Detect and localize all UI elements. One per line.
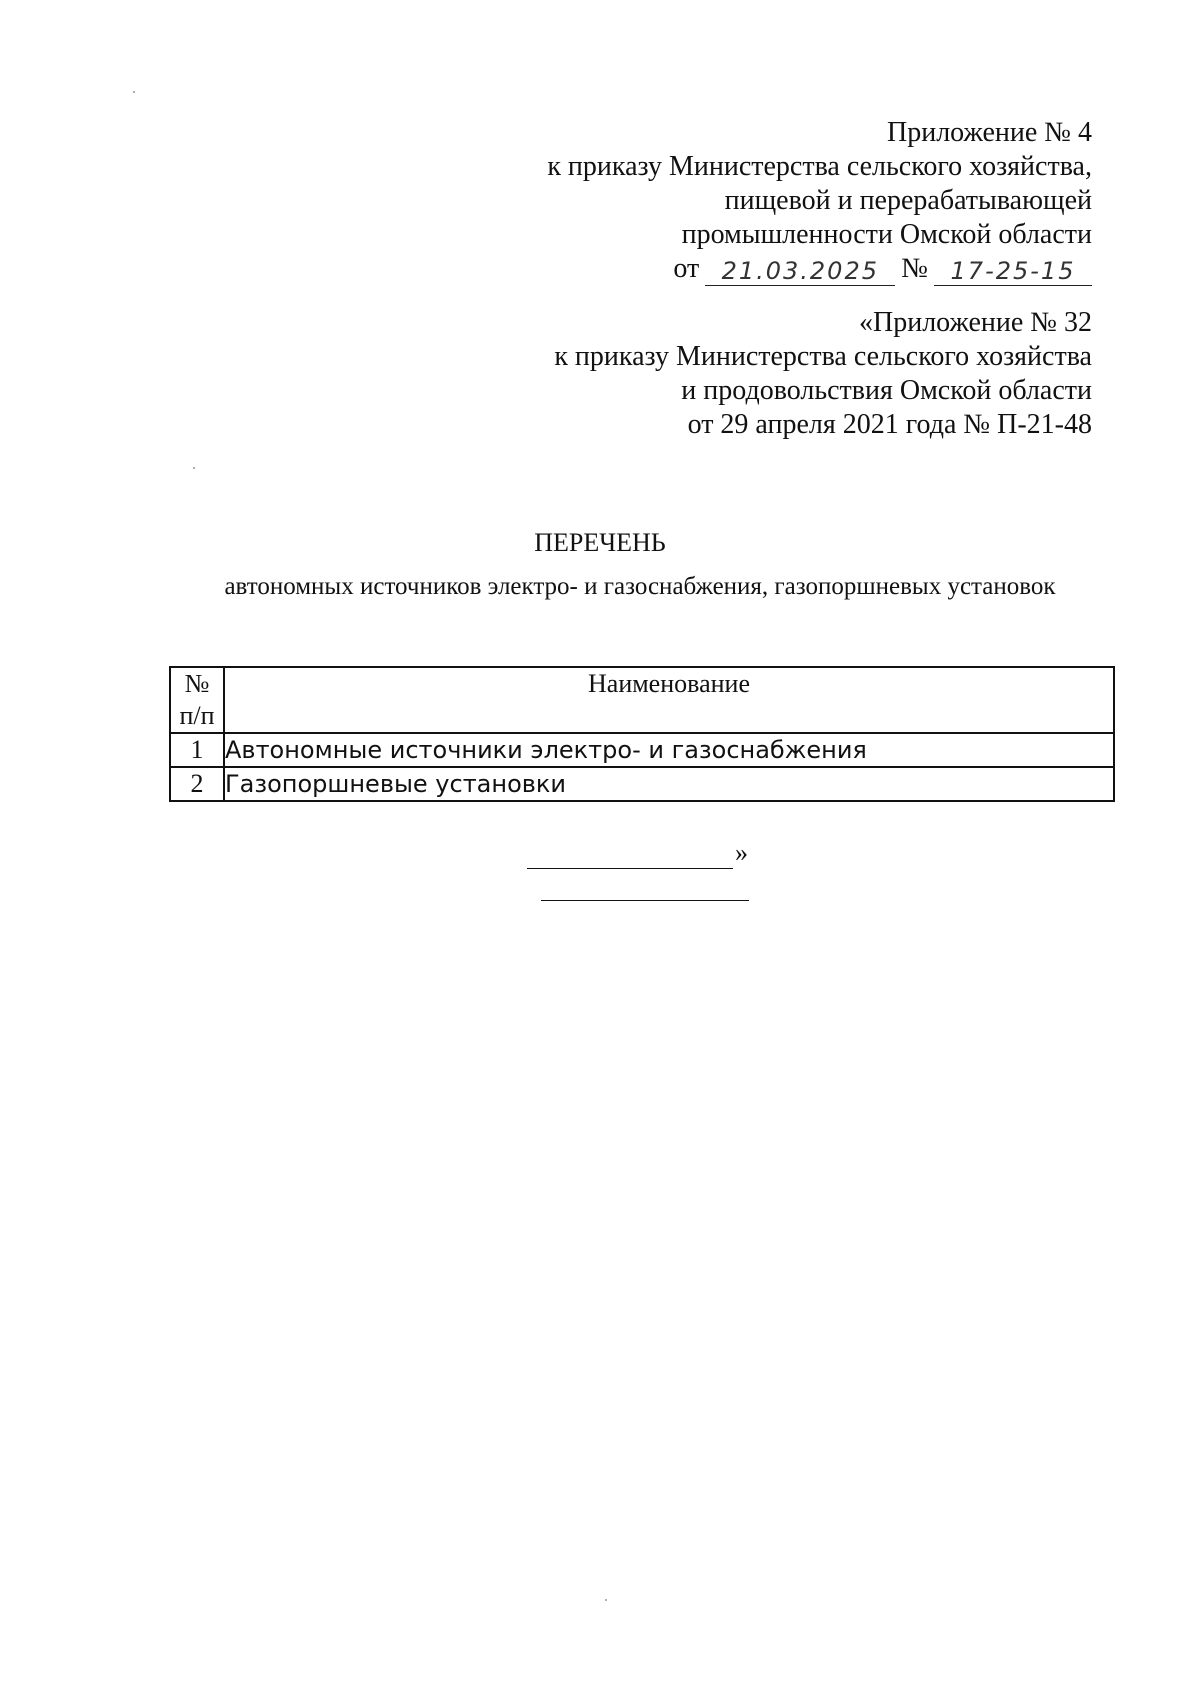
number-prefix: № [901, 253, 928, 284]
table-row [170, 767, 1114, 801]
items-table [169, 666, 1115, 802]
original-annex-number: «Приложение № 32 [859, 307, 1092, 338]
date-prefix: от [673, 253, 700, 284]
closing-underline [527, 846, 733, 869]
scan-speck [605, 1599, 607, 1601]
original-ministry-line: и продовольствия Омской области [681, 375, 1092, 406]
end-separator-line [541, 900, 749, 901]
annex-ministry-line: пищевой и перерабатывающей [724, 185, 1092, 216]
table-header-row [170, 667, 1114, 733]
annex-order-ref: к приказу Министерства сельского хозяйства, [547, 151, 1092, 182]
header-number [170, 667, 224, 733]
document-title: ПЕРЕЧЕНЬ [534, 528, 666, 557]
annex-region-line: промышленности Омской области [681, 219, 1092, 250]
header-number-sign: № [184, 669, 210, 698]
header-number-label: п/п [179, 701, 215, 730]
row-name: Газопоршневые установки [224, 767, 1114, 801]
original-date-line: от 29 апреля 2021 года № П-21-48 [687, 409, 1092, 440]
annex-current-header [547, 116, 1092, 286]
document-subtitle: автономных источников электро- и газоснабжения, газопоршневых установок [224, 573, 1056, 600]
handwritten-number: 17-25-15 [934, 257, 1092, 286]
closing-quote: » [735, 838, 748, 867]
scan-speck [193, 467, 195, 469]
table-row [170, 733, 1114, 767]
header-name: Наименование [224, 667, 1114, 733]
row-number: 2 [170, 767, 224, 801]
annex-date-line [547, 252, 1092, 286]
scan-speck [133, 91, 135, 93]
annex-original-header [554, 306, 1092, 442]
handwritten-date: 21.03.2025 [705, 257, 895, 286]
row-name: Автономные источники электро- и газоснабжения [224, 733, 1114, 767]
original-order-ref: к приказу Министерства сельского хозяйства [554, 341, 1092, 372]
row-number: 1 [170, 733, 224, 767]
annex-number: Приложение № 4 [887, 117, 1092, 148]
